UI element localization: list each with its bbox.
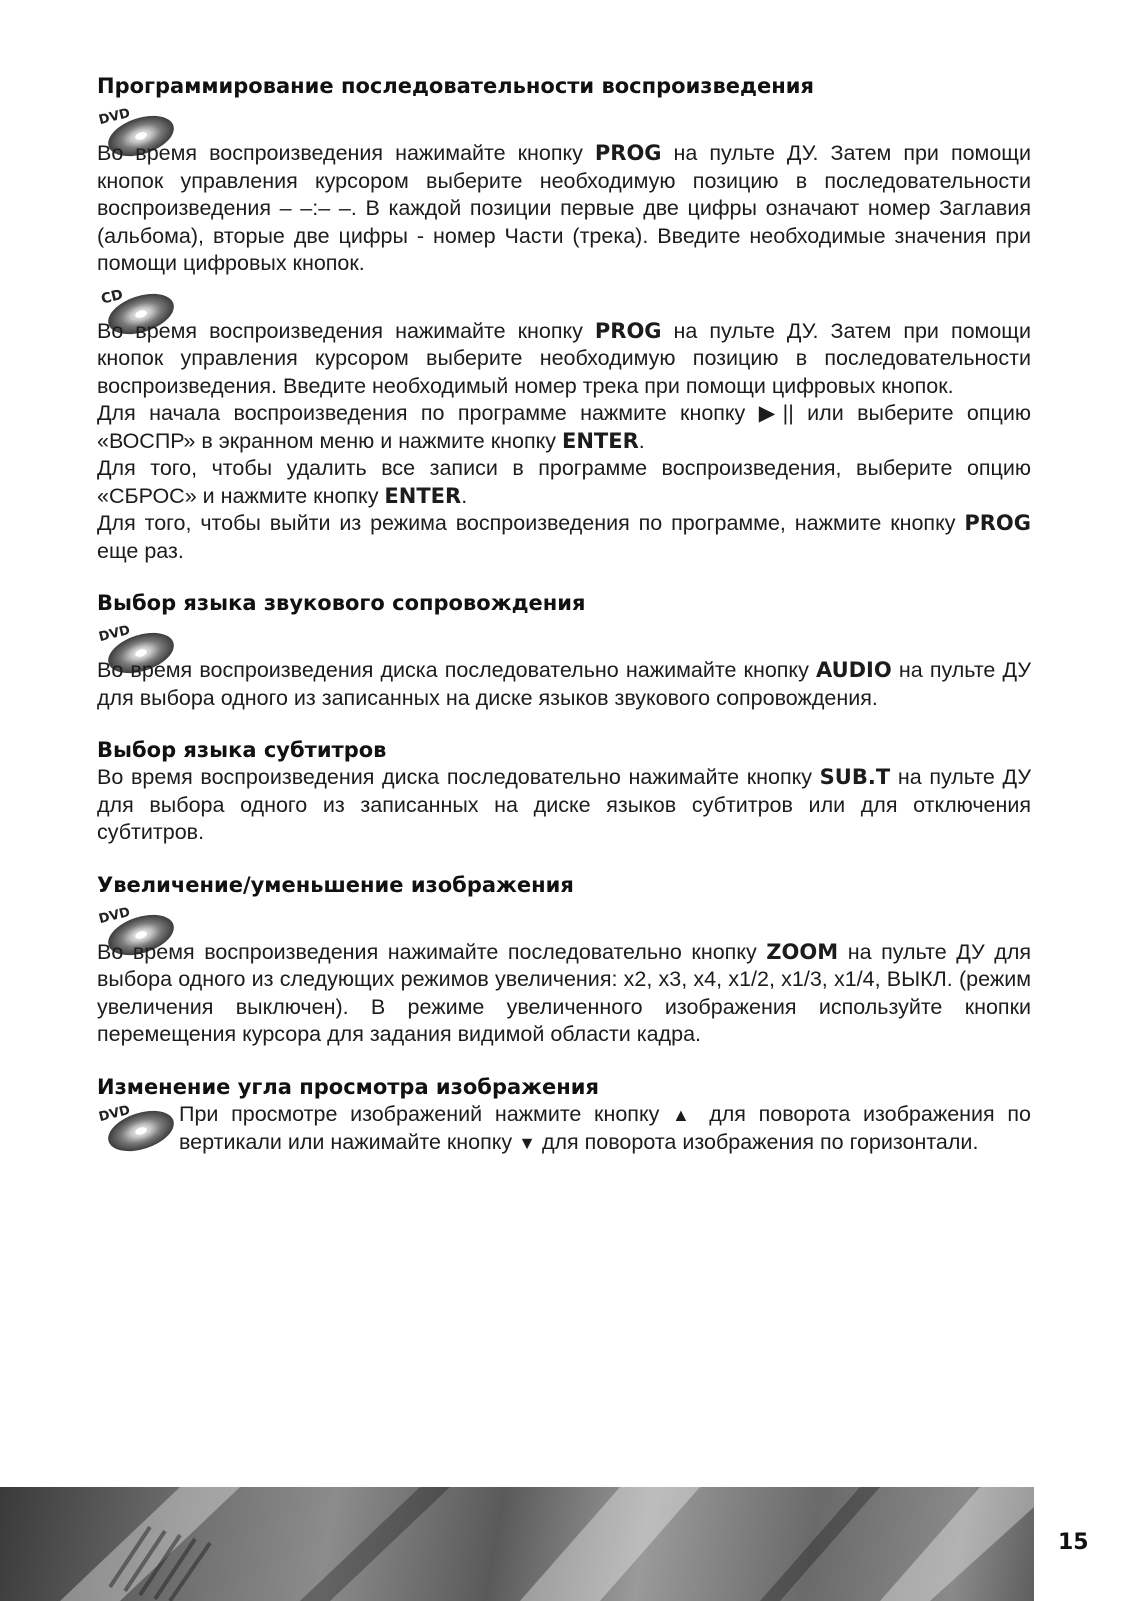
dvd-program-paragraph: DVD Во время воспроизведения нажимайте кнопку PROG на пульте ДУ. Затем при помощи кнопок управления курсором выберите необходимую позицию в последовательности воспроизведения – –:– –. В каждой позиции первые две цифры означают номер Заглавия (альбома), вторые две цифры - номер Части (трека). Введите необходимые значения при помощи цифровых кнопок. [97,105,1031,275]
section-title: Изменение угла просмотра изображения [97,1074,599,1099]
subtitle-paragraph: Во время воспроизведения диска последовательно нажимайте кнопку SUB.T на пульте ДУ для выбора одного из записанных на диске языков субтитров или для отключения субтитров. [97,765,1031,844]
svg-text:DVD: DVD [97,1102,132,1125]
section-zoom [97,871,1031,1049]
svg-text:DVD: DVD [97,622,132,646]
section-audio-language [97,589,1031,712]
footer-decorative-band [0,1487,1034,1601]
cd-program-paragraph: CD Во время воспроизведения нажимайте кнопку PROG на пульте ДУ. Затем при помощи кнопок управления курсором выберите необходимую позицию в последовательности воспроизведения. Введите необходимый номер трека при помощи цифровых кнопок. [97,290,1031,401]
section-title: Увеличение/уменьшение изображения [97,872,574,897]
svg-text:CD: CD [99,286,125,308]
section-viewing-angle [97,1073,1031,1158]
document-page [97,72,1031,1182]
page-number: 15 [1058,1530,1089,1555]
up-arrow-icon: ▲ [672,1104,697,1125]
start-program-paragraph: Для начала воспроизведения по программе нажмите кнопку ▶|| или выберите опцию «ВОСПР» в экранном меню и нажмите кнопку ENTER. [97,401,1031,453]
section-title: Выбор языка звукового сопровождения [97,591,586,615]
section-title: Выбор языка субтитров [97,738,387,762]
play-pause-icon: ▶|| [758,401,794,425]
exit-program-paragraph: Для того, чтобы выйти из режима воспроизведения по программе, нажмите кнопку PROG еще раз. [97,511,1031,563]
dvd-disc-icon [97,1101,177,1157]
svg-text:DVD: DVD [97,105,132,129]
section-program-playback [97,72,1031,565]
zoom-paragraph: DVD Во время воспроизведения нажимайте последовательно кнопку ZOOM на пульте ДУ для выбора одного из следующих режимов увеличения: x2, x3, x4, x1/2, x1/3, x1/4, ВЫКЛ. (режим увеличения выключен). В режиме увеличенного изображения используйте кнопки перемещения курсора для задания видимой области кадра. [97,904,1032,1046]
svg-text:DVD: DVD [97,904,132,927]
down-arrow-icon: ▼ [518,1133,536,1153]
angle-paragraph: DVD При просмотре изображений нажмите кнопку ▲ для поворота изображения по вертикали или нажимайте кнопку ▼ для поворота изображения по горизонтали. [97,1101,1031,1158]
section-title: Программирование последовательности воспроизведения [97,74,814,98]
reset-program-paragraph: Для того, чтобы удалить все записи в программе воспроизведения, выберите опцию «СБРОС» и нажмите кнопку ENTER. [97,456,1031,508]
section-subtitle-language [97,736,1031,847]
audio-paragraph: DVD Во время воспроизведения диска последовательно нажимайте кнопку AUDIO на пульте ДУ для выбора одного из записанных на диске языков звукового сопровождения. [97,622,1031,710]
